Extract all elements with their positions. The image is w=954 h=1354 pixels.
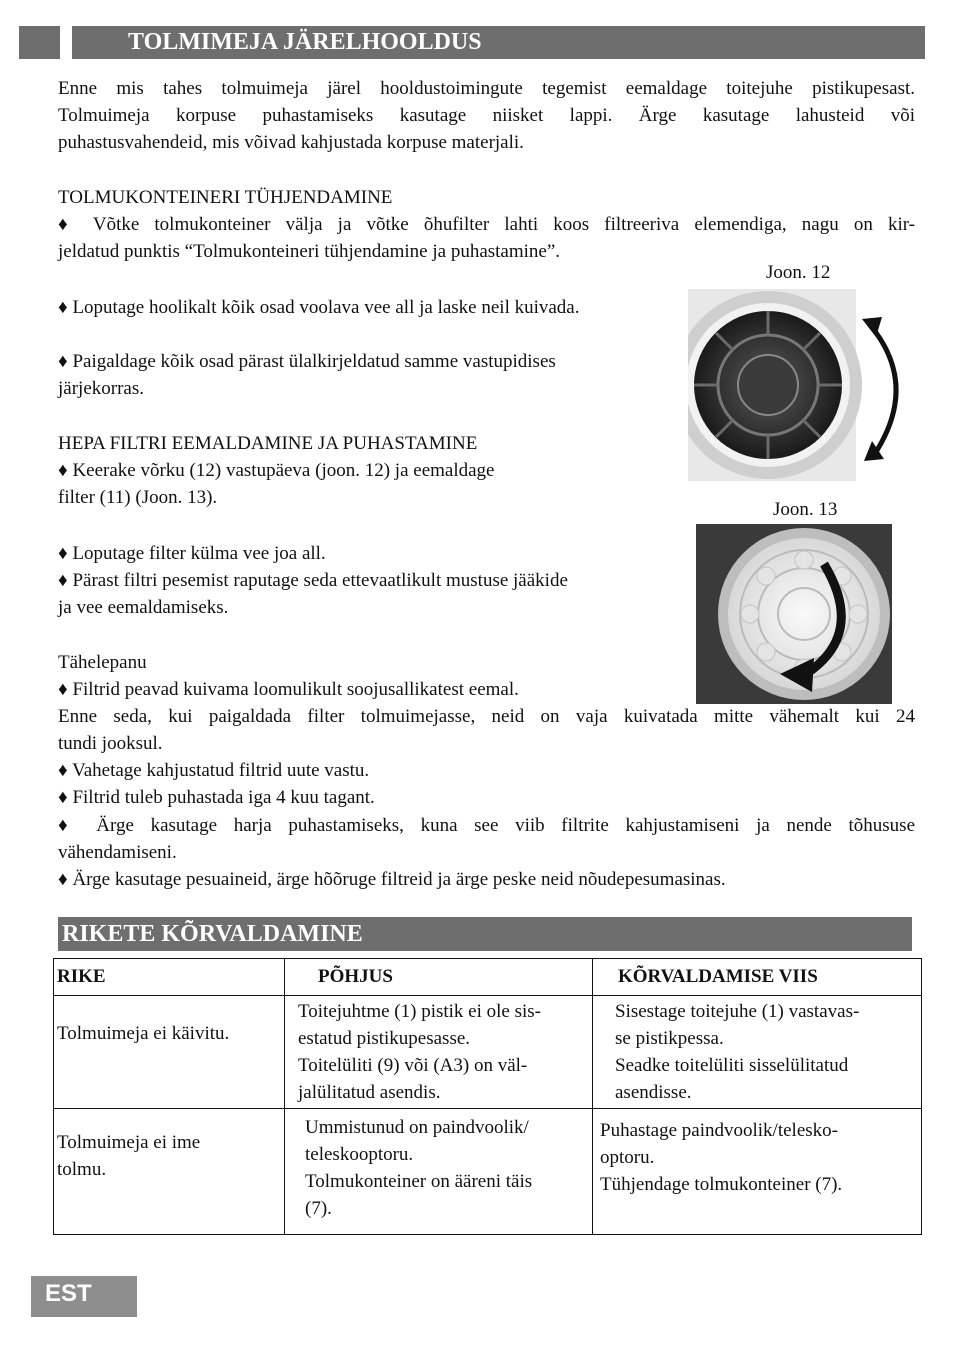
table-header-fix: KÕRVALDAMISE VIIS bbox=[618, 966, 818, 987]
note-line-2: Enne seda, kui paigaldada filter tolmuimejasse, neid on vaja kuivatada mitte vähemalt kui 24 bbox=[58, 706, 915, 727]
note-line-6: ♦ Ärge kasutage harja puhastamiseks, kuna see viib filtrite kahjustamiseni ja nende tõhususe bbox=[58, 815, 915, 836]
figure-13-caption: Joon. 13 bbox=[773, 499, 838, 520]
container-step3-line2: järjekorras. bbox=[58, 378, 144, 399]
row1-cause-line: Toitejuhtme (1) pistik ei ole sis- bbox=[298, 1001, 541, 1022]
row2-fix-line: Puhastage paindvoolik/telesko- bbox=[600, 1120, 838, 1141]
container-step2: ♦ Loputage hoolikalt kõik osad voolava vee all ja laske neil kuivada. bbox=[58, 297, 580, 318]
note-heading: Tähelepanu bbox=[58, 652, 147, 673]
note-line-3: tundi jooksul. bbox=[58, 733, 163, 754]
row1-cause-line: jalülitatud asendis. bbox=[298, 1082, 441, 1103]
note-line-7: vähendamiseni. bbox=[58, 842, 177, 863]
hepa-step3-line1: ♦ Pärast filtri pesemist raputage seda ettevaatlikult mustuse jääkide bbox=[58, 570, 568, 591]
hepa-step3-line2: ja vee eemaldamiseks. bbox=[58, 597, 229, 618]
row2-fix-line: Tühjendage tolmukonteiner (7). bbox=[600, 1174, 843, 1195]
row2-cause bbox=[305, 1114, 532, 1222]
language-tag bbox=[31, 1276, 137, 1317]
row2-cause-line: Tolmukonteiner on ääreni täis bbox=[305, 1171, 533, 1192]
container-step1-line1: ♦ Võtke tolmukonteiner välja ja võtke õhufilter lahti koos filtreeriva elemendiga, nagu on kir- bbox=[58, 214, 915, 235]
intro-line-2: Tolmuimeja korpuse puhastamiseks kasutage niisket lappi. Ärge kasutage lahusteid või bbox=[58, 105, 915, 126]
row1-cause-line: Toitelüliti (9) või (A3) on väl- bbox=[298, 1055, 528, 1076]
container-heading: TOLMUKONTEINERI TÜHJENDAMINE bbox=[58, 187, 393, 208]
table-header-problem: RIKE bbox=[57, 966, 106, 987]
row1-fix bbox=[615, 998, 859, 1106]
troubleshooting-table bbox=[53, 958, 922, 1235]
row1-fix-line: Seadke toitelüliti sisselülitatud bbox=[615, 1055, 849, 1076]
row2-cause-line: teleskooptoru. bbox=[305, 1144, 414, 1165]
row2-problem-line: tolmu. bbox=[57, 1159, 107, 1180]
row1-problem-line: Tolmuimeja ei käivitu. bbox=[57, 1023, 230, 1044]
container-step3-line1: ♦ Paigaldage kõik osad pärast ülalkirjeldatud samme vastupidises bbox=[58, 351, 556, 372]
row2-fix bbox=[600, 1117, 842, 1198]
note-line-4: ♦ Vahetage kahjustatud filtrid uute vastu. bbox=[58, 760, 370, 781]
row2-problem bbox=[57, 1129, 200, 1183]
figure-12-image bbox=[688, 289, 914, 481]
row1-fix-line: Sisestage toitejuhe (1) vastavas- bbox=[615, 1001, 860, 1022]
row1-cause bbox=[298, 998, 541, 1106]
language-tag-label: EST bbox=[45, 1280, 92, 1307]
figure-13-image bbox=[696, 524, 892, 704]
figure-12-caption: Joon. 12 bbox=[766, 262, 831, 283]
container-step1-line2: jeldatud punktis “Tolmukonteineri tühjendamine ja puhastamine”. bbox=[58, 241, 561, 262]
row1-fix-line: asendisse. bbox=[615, 1082, 692, 1103]
note-line-8: ♦ Ärge kasutage pesuaineid, ärge hõõruge filtreid ja ärge peske neid nõudepesumasinas. bbox=[58, 869, 726, 890]
row2-problem-line: Tolmuimeja ei ime bbox=[57, 1132, 201, 1153]
table-header-cause: PÕHJUS bbox=[318, 966, 393, 987]
hepa-heading: HEPA FILTRI EEMALDAMINE JA PUHASTAMINE bbox=[58, 433, 478, 454]
hepa-step1-line1: ♦ Keerake võrku (12) vastupäeva (joon. 12) ja eemaldage bbox=[58, 460, 495, 481]
row1-cause-line: estatud pistikupesasse. bbox=[298, 1028, 471, 1049]
section-title: TOLMIMEJA JÄRELHOOLDUS bbox=[128, 29, 482, 55]
note-line-1: ♦ Filtrid peavad kuivama loomulikult soojusallikatest eemal. bbox=[58, 679, 519, 700]
hepa-step2: ♦ Loputage filter külma vee joa all. bbox=[58, 543, 326, 564]
header-square bbox=[19, 26, 60, 59]
row2-cause-line: (7). bbox=[305, 1198, 332, 1219]
row2-fix-line: optoru. bbox=[600, 1147, 655, 1168]
row1-fix-line: se pistikpessa. bbox=[615, 1028, 724, 1049]
note-line-5: ♦ Filtrid tuleb puhastada iga 4 kuu tagant. bbox=[58, 787, 375, 808]
row2-cause-line: Ummistunud on paindvoolik/ bbox=[305, 1117, 529, 1138]
intro-line-1: Enne mis tahes tolmuimeja järel hooldustoimingute tegemist eemaldage toitejuhe pistikupesast. bbox=[58, 78, 915, 99]
troubleshooting-title: RIKETE KÕRVALDAMINE bbox=[62, 921, 363, 947]
row1-problem bbox=[57, 1020, 229, 1047]
intro-line-3: puhastusvahendeid, mis võivad kahjustada korpuse materjali. bbox=[58, 132, 524, 153]
hepa-step1-line2: filter (11) (Joon. 13). bbox=[58, 487, 218, 508]
